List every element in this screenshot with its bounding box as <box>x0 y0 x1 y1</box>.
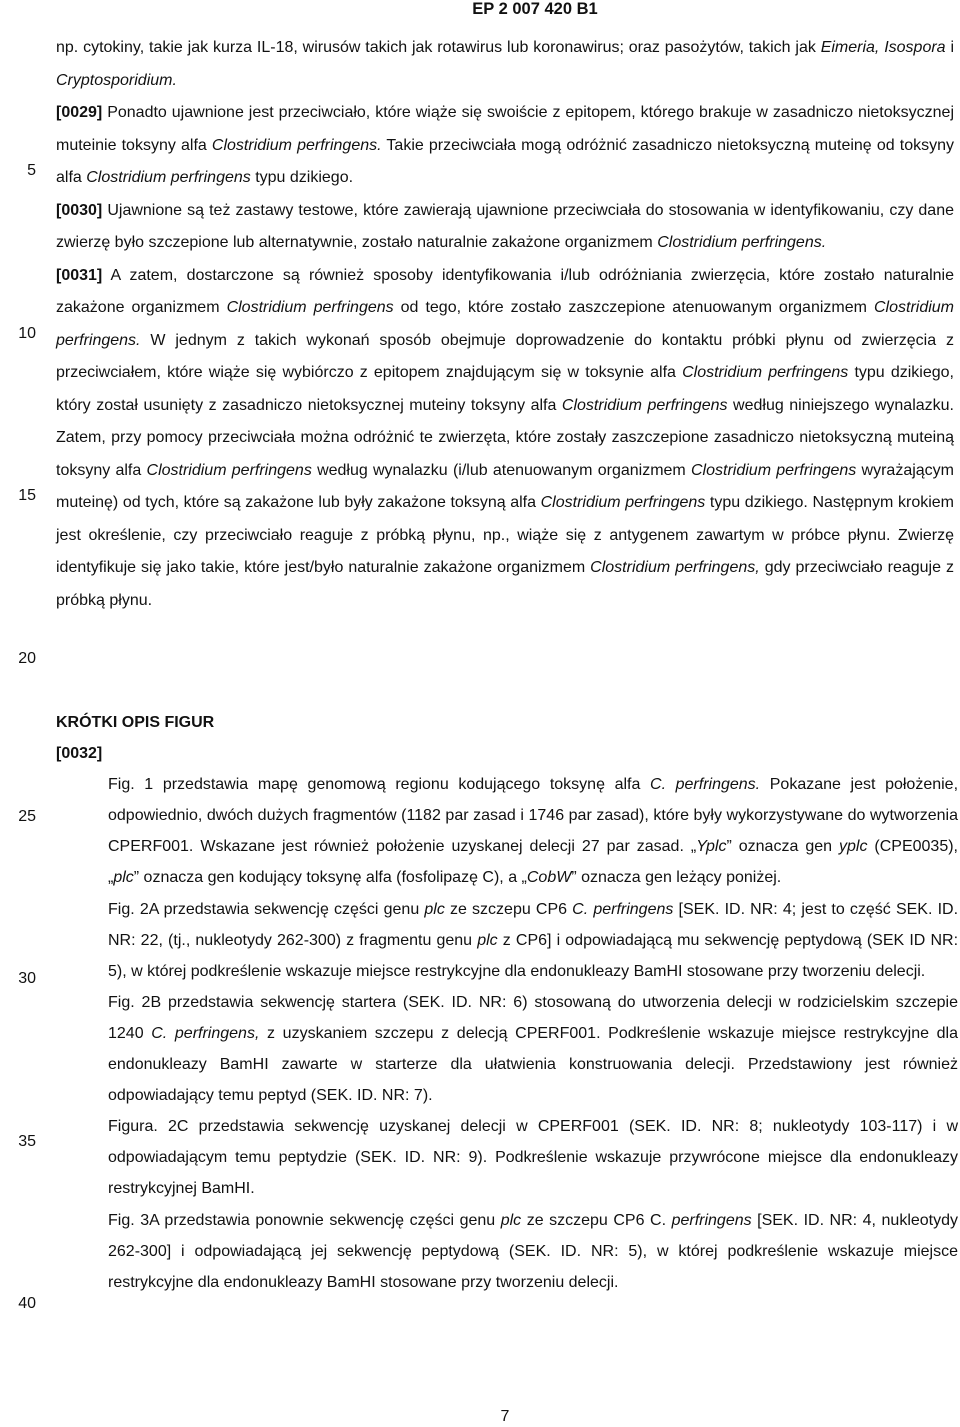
text-segment: ze szczepu CP6 <box>444 900 573 918</box>
text-segment: plc <box>477 931 498 949</box>
document-id: EP 2 007 420 B1 <box>472 0 598 18</box>
figure-description-2b <box>108 987 958 1111</box>
text-segment: W jednym z takich wykonań sposób obejmuje doprowadzenie do kontaktu próbki płynu od zwierzęcia z przeciwciałem, które wiąże się wybiórczo z epitopem znajdującym się w toksynie alfa <box>56 331 954 381</box>
text-segment: wyrażającym muteinę) od tych, które są zakażone lub były zakażone toksyną alfa <box>56 461 955 511</box>
text-segment: Fig. 1 przedstawia mapę genomową regionu kodującego toksynę alfa <box>108 776 651 794</box>
figure-description-1 <box>108 769 958 893</box>
paragraph-continuation <box>56 32 954 97</box>
text-segment: Clostridium perfringens <box>561 396 728 414</box>
text-segment: ” oznacza gen leżący poniżej. <box>571 869 782 887</box>
text-segment: yplc <box>838 838 868 856</box>
text-segment: według niniejszego wynalazku. Zatem, przy pomocy przeciwciała można odróżnić te zwierzęta, które zostały zaszczepione zasadniczo nietoksyczną muteiną toksyny alfa <box>56 396 954 479</box>
text-segment: plc <box>424 900 445 918</box>
text-segment: z uzyskaniem szczepu z delecją CPERF001. Podkreślenie wskazuje miejsce restrykcyjne dla endonukleazy BamHI zawarte w starterze dla ułatwienia konstruowania delecji. Przedstawiony jest również odpowiadający temu peptyd (SEK. ID. NR: 7). <box>108 1024 958 1105</box>
figure-list <box>56 769 958 1298</box>
text-segment: Ujawnione są też zastawy testowe, które zawierają ujawnione przeciwciała do stosowania w identyfikowaniu, czy dane zwierzę było szczepione lub alternatywnie, zostało naturalnie zakażone organizmem <box>56 201 954 251</box>
text-segment: ” oznacza gen <box>726 838 839 856</box>
text-segment: [0031] <box>56 266 103 284</box>
text-segment: Eimeria, Isospora <box>820 39 946 56</box>
text-segment: Clostridium perfringens, <box>590 559 760 576</box>
line-number: 20 <box>18 650 36 667</box>
line-number: 10 <box>18 325 36 342</box>
text-segment: Clostridium perfringens. <box>56 299 954 349</box>
text-segment: [0029] <box>56 104 103 121</box>
text-segment: Figura. 2C przedstawia sekwencję uzyskanej delecji w CPERF001 (SEK. ID. NR: 8; nukleotydy 103-117) i w odpowiadającym temu peptydzie (SEK. ID. NR: 9). Podkreślenie wskazuje przywrócone miejsce dla endonukleazy restrykcyjnej BamHI. <box>108 1118 958 1198</box>
figure-description-3a <box>108 1205 958 1298</box>
text-segment: Clostridium perfringens <box>691 461 857 479</box>
text-segment: ze szczepu CP6 C. <box>521 1211 672 1229</box>
text-segment: C. perfringens <box>572 900 674 918</box>
text-segment: np. cytokiny, takie jak kurza IL-18, wirusów takich jak rotawirus lub koronawirus; oraz pasożytów, takich jak <box>56 39 821 56</box>
section-heading: KRÓTKI OPIS FIGUR <box>56 714 215 731</box>
line-number: 25 <box>18 808 36 825</box>
text-segment: [SEK. ID. NR: 4; jest to część SEK. ID. NR: 22, (tj., nukleotydy 262-300) z fragmentu genu <box>108 900 959 949</box>
paragraph-0031 <box>56 260 954 618</box>
line-number: 30 <box>18 970 36 987</box>
text-segment: z CP6] i odpowiadającą mu sekwencję peptydową (SEK ID NR: 5), w której podkreślenie wskazuje miejsce restrykcyjne dla endonukleazy BamHI stosowane przy tworzeniu delecji. <box>108 931 959 980</box>
line-number: 15 <box>18 487 36 504</box>
text-segment: Takie przeciwciała mogą odróżnić zasadniczo nietoksyczną muteinę od toksyny alfa <box>56 136 954 186</box>
text-segment: Yplc <box>696 838 727 856</box>
figure-description-2a <box>108 894 958 987</box>
figure-description-2c <box>108 1111 958 1204</box>
text-segment: Clostridium perfringens <box>540 494 706 511</box>
text-segment: Clostridium perfringens <box>682 364 849 381</box>
text-segment: Clostridium perfringens <box>86 169 251 186</box>
text-segment: gdy przeciwciało reaguje z próbką płynu. <box>56 559 955 609</box>
text-segment: [SEK. ID. NR: 4, nukleotydy 262-300] i odpowiadającą jej sekwencję peptydową (SEK. ID. NR: 5), w której podkreślenie wskazuje miejsce restrykcyjne dla endonukleazy BamHI stosowane przy tworzeniu delecji. <box>108 1211 959 1291</box>
line-number: 5 <box>27 162 36 179</box>
body-text <box>56 32 954 617</box>
text-segment: plc <box>500 1211 522 1229</box>
text-segment: Pokazane jest położenie, odpowiednio, dwóch dużych fragmentów (1182 par zasad i 1746 par zasad), które były wykorzystywane do wytworzenia CPERF001. Wskazane jest również położenie uzyskanej delecji 27 par zasad. „ <box>108 776 959 856</box>
paragraph-label-0032: [0032] <box>56 745 103 763</box>
text-segment: Fig. 3A przedstawia ponownie sekwencję części genu <box>108 1211 501 1229</box>
page-number: 7 <box>500 1408 510 1425</box>
text-segment: Clostridium perfringens <box>146 461 312 479</box>
text-segment: A zatem, dostarczone są również sposoby identyfikowania i/lub odróżniania zwierzęcia, które zostało naturalnie zakażone organizmem <box>56 266 954 316</box>
text-segment: od tego, które zostało zaszczepione atenuowanym organizmem <box>393 299 874 316</box>
paragraph-0029 <box>56 97 954 195</box>
text-segment: według wynalazku (i/lub atenuowanym organizmem <box>311 461 691 479</box>
text-segment: perfringens <box>671 1211 752 1229</box>
paragraph-0030 <box>56 195 954 260</box>
figure-descriptions-section <box>56 707 958 1298</box>
text-segment: Fig. 2B przedstawia sekwencję startera (SEK. ID. NR: 6) stosowaną do utworzenia delecji w rodzicielskim szczepie 1240 <box>108 993 958 1042</box>
text-segment: Clostridium perfringens. <box>657 234 827 251</box>
text-segment: typu dzikiego. <box>250 169 354 186</box>
text-segment: Clostridium perfringens <box>226 299 394 316</box>
text-segment: Cryptosporidium. <box>56 71 177 89</box>
line-number: 40 <box>18 1295 36 1312</box>
text-segment: plc <box>113 869 134 887</box>
text-segment: C. perfringens. <box>650 776 761 794</box>
text-segment: (CPE0035), „ <box>108 838 959 887</box>
text-segment: i <box>945 39 954 56</box>
text-segment: CobW <box>526 869 572 887</box>
text-segment: ” oznacza gen kodujący toksynę alfa (fosfolipazę C), a „ <box>133 869 527 887</box>
text-segment: Fig. 2A przedstawia sekwencję części genu <box>108 900 425 918</box>
text-segment: C. perfringens, <box>151 1024 260 1042</box>
text-segment: [0030] <box>56 201 103 219</box>
text-segment: Ponadto ujawnione jest przeciwciało, które wiąże się swoiście z epitopem, którego brakuje w zasadniczo nietoksycznej muteinie toksyny alfa <box>56 104 954 154</box>
line-number: 35 <box>18 1133 36 1150</box>
text-segment: Clostridium perfringens. <box>211 136 382 154</box>
text-segment: typu dzikiego. Następnym krokiem jest określenie, czy przeciwciało reaguje z próbką płynu, np., wiąże się z antygenem zawartym w próbce płynu. Zwierzę identyfikuje się jako takie, które jest/było naturalnie zakażone organizmem <box>56 494 954 576</box>
text-segment: typu dzikiego, który został usunięty z zasadniczo nietoksycznej muteiny toksyny alfa <box>56 364 954 414</box>
